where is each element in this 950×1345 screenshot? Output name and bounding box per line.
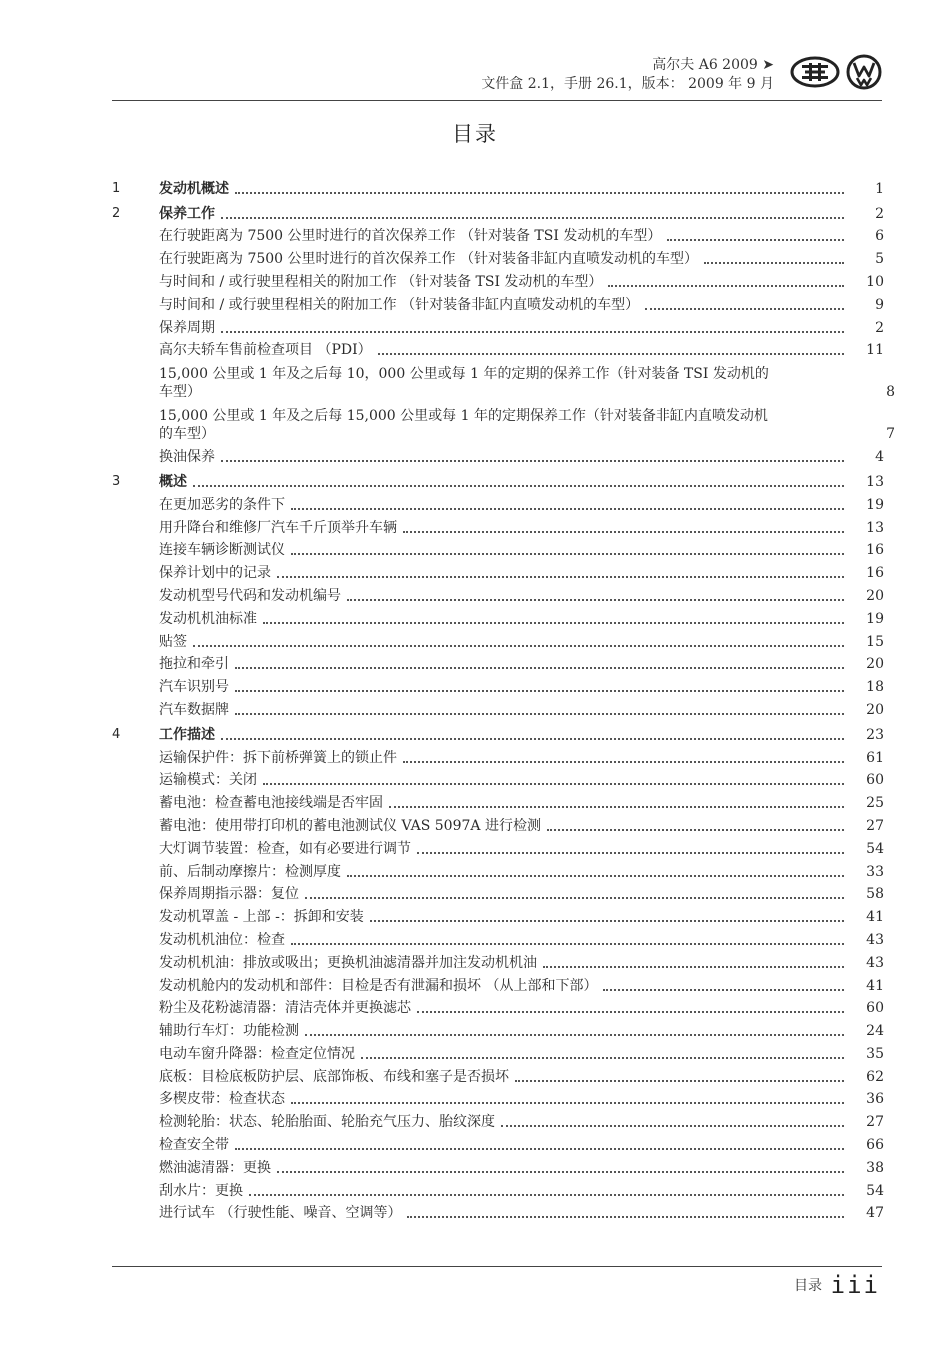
toc-entry[interactable]	[112, 268, 884, 291]
dot-leader	[608, 285, 844, 287]
toc-entry[interactable]	[112, 559, 884, 582]
dot-leader	[193, 645, 844, 647]
chapter-number: 4	[112, 726, 121, 742]
chapter-title: 保养工作	[159, 205, 215, 222]
entry-title: 发动机罩盖 - 上部 -：拆卸和安装	[159, 909, 364, 926]
dot-leader	[263, 783, 844, 785]
page-number: 13	[866, 473, 884, 490]
toc-entry[interactable]	[112, 1177, 884, 1200]
header-text	[481, 56, 774, 94]
dot-leader	[291, 943, 844, 945]
toc-entry[interactable]	[112, 537, 884, 560]
entry-title: 刮水片：更换	[159, 1182, 243, 1199]
page-number: 41	[866, 909, 884, 926]
toc-entry[interactable]	[112, 582, 884, 605]
dot-leader	[221, 217, 844, 219]
dot-leader	[347, 875, 844, 877]
chapter-number: 2	[112, 205, 121, 221]
page-number: 15	[866, 633, 884, 650]
page-number: 13	[866, 519, 884, 536]
page-number: 43	[866, 931, 884, 948]
entry-title: 发动机舱内的发动机和部件：目检是否有泄漏和损坏 （从上部和下部）	[159, 977, 598, 994]
chapter-number: 1	[112, 180, 121, 196]
dot-leader	[389, 806, 844, 808]
page-number: 33	[866, 863, 884, 880]
dot-leader	[547, 829, 844, 831]
dot-leader	[417, 1011, 844, 1013]
dot-leader	[543, 966, 844, 968]
page-number: 24	[866, 1023, 884, 1040]
entry-title: 发动机机油标准	[159, 610, 257, 627]
page-number: 8	[886, 384, 895, 401]
dot-leader	[361, 1057, 844, 1059]
dot-leader	[603, 989, 844, 991]
table-of-contents	[112, 175, 895, 1224]
entry-title: 电动车窗升降器：检查定位情况	[159, 1045, 355, 1062]
toc-entry[interactable]	[112, 744, 884, 767]
toc-entry[interactable]	[112, 605, 884, 628]
entry-title: 发动机型号代码和发动机编号	[159, 587, 341, 604]
dot-leader	[704, 262, 844, 264]
dot-leader	[645, 308, 844, 310]
entry-title-continued	[159, 425, 895, 443]
page-number: 20	[866, 701, 884, 718]
dot-leader	[235, 192, 844, 194]
toc-entry[interactable]	[112, 881, 884, 904]
entry-title: 连接车辆诊断测试仪	[159, 542, 285, 559]
toc-entry[interactable]	[112, 767, 884, 790]
dot-leader	[407, 1216, 844, 1218]
entry-title: 汽车数据牌	[159, 701, 229, 718]
toc-entry[interactable]	[112, 949, 884, 972]
page-number: 18	[866, 679, 884, 696]
dot-leader	[305, 897, 844, 899]
toc-entry[interactable]	[112, 337, 884, 360]
page-number: 60	[866, 1000, 884, 1017]
dot-leader	[347, 599, 844, 601]
toc-entry[interactable]	[112, 903, 884, 926]
logos	[790, 54, 882, 90]
toc-entry[interactable]	[112, 789, 884, 812]
toc-chapter-row[interactable]	[112, 721, 884, 744]
entry-title: 用升降台和维修厂汽车千斤顶举升车辆	[159, 519, 397, 536]
entry-title: 15,000 公里或 1 年及之后每 15,000 公里或每 1 年的定期保养工作（针对装备非缸内直喷发动机	[159, 408, 768, 425]
page-number: 5	[875, 251, 884, 268]
page-header	[112, 54, 882, 101]
page-number: 6	[875, 228, 884, 245]
toc-chapter	[112, 175, 884, 198]
page-number: 58	[866, 886, 884, 903]
page-number: 54	[866, 840, 884, 857]
entry-title: 前、后制动摩擦片：检测厚度	[159, 863, 341, 880]
dot-leader	[193, 485, 844, 487]
page-number: 2	[875, 205, 884, 222]
entry-title: 运输模式：关闭	[159, 772, 257, 789]
toc-entry[interactable]	[112, 673, 884, 696]
page-number: 62	[866, 1068, 884, 1085]
entry-title: 检测轮胎：状态、轮胎胎面、轮胎充气压力、胎纹深度	[159, 1114, 495, 1131]
dot-leader	[221, 738, 844, 740]
footer-page-number: iii	[830, 1271, 880, 1299]
toc-entry[interactable]	[112, 314, 884, 337]
toc-entry[interactable]	[112, 1131, 884, 1154]
toc-entry[interactable]	[112, 651, 884, 674]
entry-title: 运输保护件：拆下前桥弹簧上的锁止件	[159, 749, 397, 766]
toc-chapter-row[interactable]	[112, 200, 884, 223]
entry-title: 在行驶距离为 7500 公里时进行的首次保养工作 （针对装备非缸内直喷发动机的车型）	[159, 251, 698, 268]
entry-title: 发动机机油：排放或吸出；更换机油滤清器并加注发动机机油	[159, 954, 537, 971]
entry-title: 15,000 公里或 1 年及之后每 10，000 公里或每 1 年的定期的保养工作（针对装备 TSI 发动机的	[159, 366, 769, 383]
toc-entry[interactable]	[112, 245, 884, 268]
dot-leader	[235, 690, 844, 692]
page-number: 16	[866, 542, 884, 559]
page-number: 25	[866, 795, 884, 812]
entry-title-line2: 车型）	[159, 384, 201, 401]
dot-leader	[403, 761, 844, 763]
page-number: 20	[866, 656, 884, 673]
dot-leader	[403, 531, 844, 533]
entry-title-continued	[159, 383, 895, 401]
toc-entry[interactable]	[112, 972, 884, 995]
page-number: 54	[866, 1182, 884, 1199]
entry-title: 蓄电池：使用带打印机的蓄电池测试仪 VAS 5097A 进行检测	[159, 817, 541, 834]
toc-entry[interactable]	[112, 926, 884, 949]
toc-entry[interactable]	[112, 1154, 884, 1177]
dot-leader	[277, 576, 844, 578]
page-number: 2	[875, 319, 884, 336]
entry-lines	[159, 407, 895, 443]
page-footer	[112, 1266, 882, 1299]
entry-title: 发动机机油位：检查	[159, 931, 285, 948]
page-number: 9	[875, 296, 884, 313]
entry-title: 大灯调节装置：检查，如有必要进行调节	[159, 840, 411, 857]
chapter-title: 工作描述	[159, 726, 215, 743]
entry-title: 多楔皮带：检查状态	[159, 1091, 285, 1108]
toc-entry[interactable]	[112, 835, 884, 858]
footer-label: 目录	[794, 1278, 822, 1294]
dot-leader	[667, 239, 844, 241]
dot-leader	[249, 1194, 844, 1196]
entry-title: 与时间和 / 或行驶里程相关的附加工作 （针对装备 TSI 发动机的车型）	[159, 273, 603, 290]
page-number: 60	[866, 772, 884, 789]
toc-entry[interactable]	[112, 995, 884, 1018]
toc-entry[interactable]	[112, 1200, 884, 1223]
entry-title: 底板：目检底板防护层、底部饰板、布线和塞子是否损坏	[159, 1068, 509, 1085]
dot-leader	[378, 353, 844, 355]
page-number: 4	[875, 449, 884, 466]
toc-entry[interactable]	[112, 491, 884, 514]
toc-entry[interactable]	[112, 223, 884, 246]
entry-title: 贴签	[159, 633, 187, 650]
toc-chapter	[112, 200, 895, 466]
toc-entry[interactable]	[112, 1108, 884, 1131]
faw-logo-icon	[790, 55, 840, 89]
entry-title: 保养周期指示器：复位	[159, 886, 299, 903]
entry-title: 检查安全带	[159, 1137, 229, 1154]
toc-entry[interactable]	[112, 443, 884, 466]
toc-entry[interactable]	[112, 514, 884, 537]
page-number: 7	[886, 426, 895, 443]
page-number: 27	[866, 817, 884, 834]
entry-title: 汽车识别号	[159, 679, 229, 696]
dot-leader	[417, 852, 844, 854]
page-number: 36	[866, 1091, 884, 1108]
page-number: 41	[866, 977, 884, 994]
dot-leader	[515, 1080, 844, 1082]
dot-leader	[277, 1171, 844, 1173]
page-number: 20	[866, 587, 884, 604]
entry-title: 换油保养	[159, 449, 215, 466]
entry-lines	[159, 365, 895, 401]
page-number: 11	[866, 342, 884, 359]
page-number: 1	[875, 180, 884, 197]
toc-chapter	[112, 468, 884, 719]
header-model: 高尔夫 A6 2009 ➤	[652, 57, 774, 73]
dot-leader	[221, 460, 844, 462]
entry-title: 在行驶距离为 7500 公里时进行的首次保养工作 （针对装备 TSI 发动机的车型）	[159, 228, 662, 245]
toc-entry[interactable]	[112, 1040, 884, 1063]
page-number: 43	[866, 954, 884, 971]
vw-logo-icon	[846, 54, 882, 90]
page-number: 38	[866, 1159, 884, 1176]
dot-leader	[291, 1102, 844, 1104]
toc-entry[interactable]	[112, 696, 884, 719]
entry-title: 与时间和 / 或行驶里程相关的附加工作 （针对装备非缸内直喷发动机的车型）	[159, 296, 640, 313]
page-number: 10	[866, 273, 884, 290]
page-number: 61	[866, 749, 884, 766]
page-number: 66	[866, 1137, 884, 1154]
page-title: 目录	[452, 122, 498, 146]
dot-leader	[305, 1034, 844, 1036]
entry-title: 燃油滤清器：更换	[159, 1159, 271, 1176]
page-number: 27	[866, 1114, 884, 1131]
entry-title: 保养计划中的记录	[159, 565, 271, 582]
entry-title: 拖拉和牵引	[159, 656, 229, 673]
toc-entry[interactable]	[112, 401, 895, 443]
page-number: 19	[866, 496, 884, 513]
toc-chapter-row[interactable]	[112, 175, 884, 198]
entry-title: 进行试车 （行驶性能、噪音、空调等）	[159, 1205, 402, 1222]
toc-entry[interactable]	[112, 359, 895, 401]
page-number: 47	[866, 1205, 884, 1222]
entry-title: 在更加恶劣的条件下	[159, 496, 285, 513]
toc-entry[interactable]	[112, 1063, 884, 1086]
dot-leader	[235, 1148, 844, 1150]
dot-leader	[235, 713, 844, 715]
chapter-number: 3	[112, 473, 121, 489]
chapter-title: 发动机概述	[159, 180, 229, 197]
entry-title-line2: 的车型）	[159, 426, 215, 443]
dot-leader	[501, 1125, 844, 1127]
toc-entry[interactable]	[112, 628, 884, 651]
entry-title: 保养周期	[159, 319, 215, 336]
entry-title: 高尔夫轿车售前检查项目 （PDI）	[159, 342, 372, 359]
dot-leader	[291, 508, 844, 510]
dot-leader	[263, 622, 844, 624]
dot-leader	[370, 920, 844, 922]
page-number: 23	[866, 726, 884, 743]
toc-chapter-row[interactable]	[112, 468, 884, 491]
dot-leader	[291, 553, 844, 555]
toc-chapter	[112, 721, 884, 1223]
toc-entry[interactable]	[112, 812, 884, 835]
page-number: 19	[866, 610, 884, 627]
entry-title: 粉尘及花粉滤清器：清洁壳体并更换滤芯	[159, 1000, 411, 1017]
toc-entry[interactable]	[112, 858, 884, 881]
toc-entry[interactable]	[112, 1086, 884, 1109]
entry-title: 蓄电池：检查蓄电池接线端是否牢固	[159, 795, 383, 812]
toc-entry[interactable]	[112, 291, 884, 314]
dot-leader	[235, 667, 844, 669]
page-number: 35	[866, 1045, 884, 1062]
page-number: 16	[866, 565, 884, 582]
entry-title: 辅助行车灯：功能检测	[159, 1023, 299, 1040]
toc-entry[interactable]	[112, 1017, 884, 1040]
dot-leader	[221, 331, 844, 333]
header-edition: 文件盒 2.1，手册 26.1，版本： 2009 年 9 月	[481, 76, 774, 92]
chapter-title: 概述	[159, 473, 187, 490]
